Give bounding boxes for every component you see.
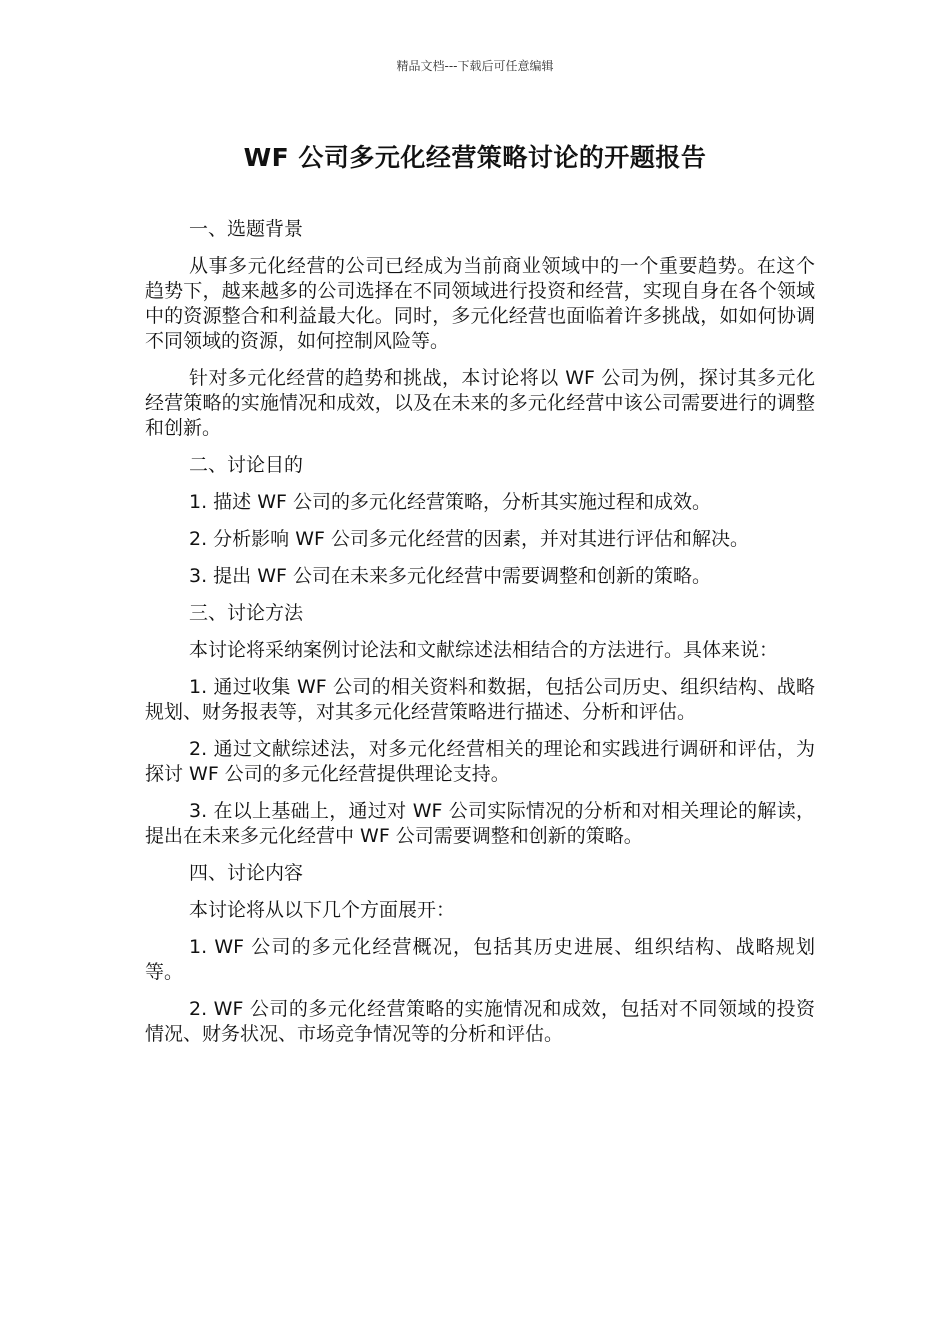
list-item: 2. 分析影响 WF 公司多元化经营的因素，并对其进行评估和解决。 xyxy=(189,528,749,550)
list-item: 1. WF 公司的多元化经营概况，包括其历史进展、组织结构、战略规划等。 xyxy=(145,936,815,983)
paragraph: 本讨论将采纳案例讨论法和文献综述法相结合的方法进行。具体来说： xyxy=(189,639,779,661)
list-item: 1. 描述 WF 公司的多元化经营策略，分析其实施过程和成效。 xyxy=(189,491,711,513)
list-item: 1. 通过收集 WF 公司的相关资料和数据，包括公司历史、组织结构、战略规划、财务报表等，对其多元化经营策略进行描述、分析和评估。 xyxy=(145,676,815,723)
list-item: 3. 提出 WF 公司在未来多元化经营中需要调整和创新的策略。 xyxy=(189,565,711,587)
document-title: WF 公司多元化经营策略讨论的开题报告 xyxy=(243,143,707,172)
document-body xyxy=(145,217,815,1059)
section-heading: 二、讨论目的 xyxy=(189,454,304,476)
list-item: 2. WF 公司的多元化经营策略的实施情况和成效，包括对不同领域的投资情况、财务状况、市场竞争情况等的分析和评估。 xyxy=(145,998,815,1045)
section-heading: 三、讨论方法 xyxy=(189,602,304,624)
list-item: 3. 在以上基础上，通过对 WF 公司实际情况的分析和对相关理论的解读，提出在未来多元化经营中 WF 公司需要调整和创新的策略。 xyxy=(145,800,815,847)
paragraph: 针对多元化经营的趋势和挑战，本讨论将以 WF 公司为例，探讨其多元化经营策略的实施情况和成效，以及在未来的多元化经营中该公司需要进行的调整和创新。 xyxy=(145,367,815,439)
paragraph: 本讨论将从以下几个方面展开： xyxy=(189,899,456,921)
list-item: 2. 通过文献综述法，对多元化经营相关的理论和实践进行调研和评估，为探讨 WF 公司的多元化经营提供理论支持。 xyxy=(145,738,815,785)
header-note: 精品文档---下载后可任意编辑 xyxy=(396,59,554,73)
paragraph: 从事多元化经营的公司已经成为当前商业领域中的一个重要趋势。在这个趋势下，越来越多的公司选择在不同领域进行投资和经营，实现自身在各个领域中的资源整合和利益最大化。同时，多元化经营也面临着许多挑战，如如何协调不同领域的资源，如何控制风险等。 xyxy=(145,255,815,352)
section-heading: 四、讨论内容 xyxy=(189,862,304,884)
section-heading: 一、选题背景 xyxy=(189,218,304,240)
